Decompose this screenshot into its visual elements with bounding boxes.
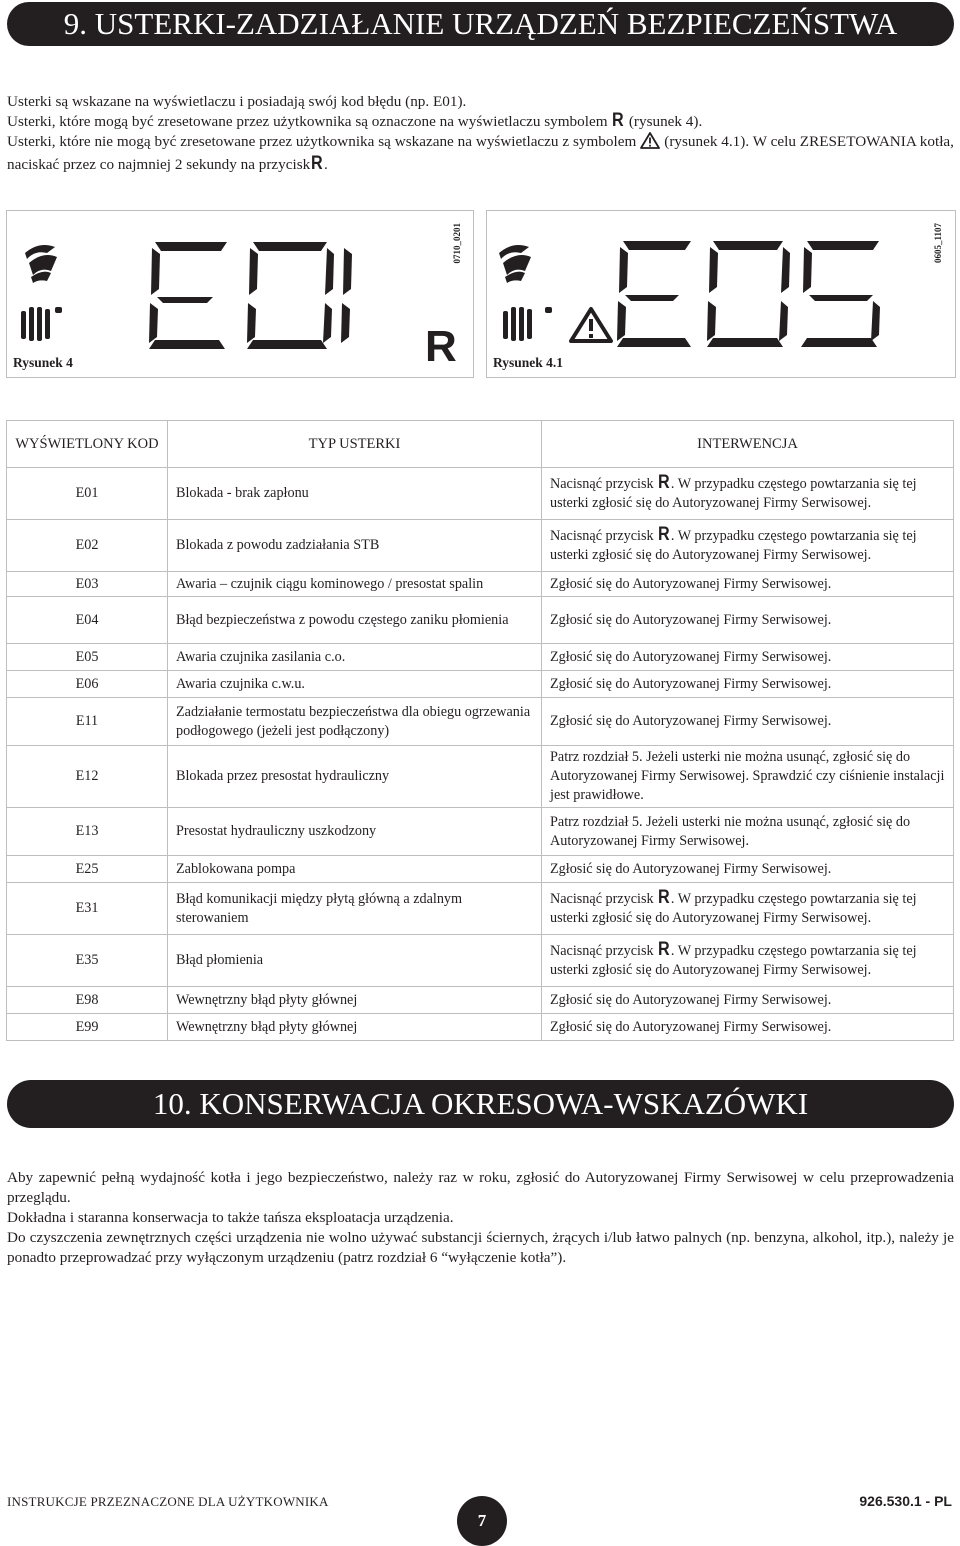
error-code: E05 (7, 644, 168, 671)
table-row (7, 698, 954, 746)
radiator-icon (21, 245, 62, 341)
error-code: E04 (7, 597, 168, 644)
error-type: Zadziałanie termostatu bezpieczeństwa dla obiegu ogrzewania podłogowego (jeżeli jest podłączony) (168, 698, 542, 746)
error-type: Awaria czujnika zasilania c.o. (168, 644, 542, 671)
table-row (7, 520, 954, 572)
intro-text (7, 92, 954, 175)
error-type: Błąd płomienia (168, 935, 542, 987)
reset-r-icon: R (658, 938, 670, 960)
figure-caption: Rysunek 4.1 (493, 355, 564, 370)
error-action: Nacisnąć przycisk R. W przypadku częstego powtarzania się tej usterki zgłosić się do Autoryzowanej Firmy Serwisowej. (542, 520, 954, 572)
reset-r-icon: R (612, 110, 625, 131)
reset-r-icon: R (658, 523, 670, 545)
paragraph: Dokładna i staranna konserwacja to także tańsza eksploatacja urządzenia. (7, 1209, 454, 1226)
error-code: E06 (7, 671, 168, 698)
error-type: Blokada przez presostat hydrauliczny (168, 746, 542, 808)
error-type: Błąd komunikacji między płytą główną a zdalnym sterowaniem (168, 883, 542, 935)
error-action: Zgłosić się do Autoryzowanej Firmy Serwisowej. (542, 671, 954, 698)
reset-r-icon: R (311, 153, 323, 174)
intro-line-2: Usterki, które mogą być zresetowane przez użytkownika są oznaczone na wyświetlaczu symbolem R (rysunek 4). (7, 110, 703, 131)
table-row (7, 1014, 954, 1041)
table-row (7, 746, 954, 808)
error-action: Zgłosić się do Autoryzowanej Firmy Serwisowej. (542, 856, 954, 883)
error-code: E98 (7, 987, 168, 1014)
seven-seg-digits (617, 241, 880, 347)
figure-code: 0605_1107 (933, 223, 943, 264)
header-action: INTERWENCJA (542, 421, 954, 468)
error-type: Błąd bezpieczeństwa z powodu częstego zaniku płomienia (168, 597, 542, 644)
warning-triangle-icon (640, 132, 660, 155)
error-code: E11 (7, 698, 168, 746)
table-row (7, 856, 954, 883)
table-row (7, 987, 954, 1014)
error-code: E35 (7, 935, 168, 987)
error-action: Nacisnąć przycisk R. W przypadku częstego powtarzania się tej usterki zgłosić się do Autoryzowanej Firmy Serwisowej. (542, 883, 954, 935)
error-type: Presostat hydrauliczny uszkodzony (168, 808, 542, 856)
error-code: E25 (7, 856, 168, 883)
error-type: Wewnętrzny błąd płyty głównej (168, 987, 542, 1014)
intro-line-1: Usterki są wskazane na wyświetlaczu i posiadają swój kod błędu (np. E01). (7, 93, 467, 110)
error-action: Nacisnąć przycisk R. W przypadku częstego powtarzania się tej usterki zgłosić się do Autoryzowanej Firmy Serwisowej. (542, 468, 954, 520)
error-action: Zgłosić się do Autoryzowanej Firmy Serwisowej. (542, 698, 954, 746)
footer-title: INSTRUKCJE PRZEZNACZONE DLA UŻYTKOWNIKA (7, 1494, 329, 1509)
table-row (7, 808, 954, 856)
error-code: E02 (7, 520, 168, 572)
error-action: Zgłosić się do Autoryzowanej Firmy Serwisowej. (542, 572, 954, 597)
reset-r-icon: R (425, 322, 457, 371)
header-code: WYŚWIETLONY KOD (7, 421, 168, 468)
error-action: Zgłosić się do Autoryzowanej Firmy Serwisowej. (542, 987, 954, 1014)
error-code: E12 (7, 746, 168, 808)
paragraph: Aby zapewnić pełną wydajność kotła i jego bezpieczeństwo, należy raz w roku, zgłosić do Autoryzowanej Firmy Serwisowej w celu przeprowadzenia przeglądu. (7, 1169, 954, 1206)
table-row (7, 644, 954, 671)
error-action: Patrz rozdział 5. Jeżeli usterki nie można usunąć, zgłosić się do Autoryzowanej Firmy Serwisowej. (542, 808, 954, 856)
lcd-display-e01 (7, 211, 473, 377)
table-header-row (7, 421, 954, 468)
warning-triangle-icon (571, 309, 611, 341)
seven-seg-digits (149, 242, 352, 349)
error-action: Zgłosić się do Autoryzowanej Firmy Serwisowej. (542, 1014, 954, 1041)
table-row (7, 597, 954, 644)
section-10-title: 10. KONSERWACJA OKRESOWA-WSKAZÓWKI (7, 1080, 954, 1128)
table-row (7, 468, 954, 520)
error-action: Nacisnąć przycisk R. W przypadku częstego powtarzania się tej usterki zgłosić się do Autoryzowanej Firmy Serwisowej. (542, 935, 954, 987)
table-row (7, 935, 954, 987)
table-row (7, 671, 954, 698)
table-row (7, 883, 954, 935)
radiator-icon (499, 245, 552, 341)
error-type: Awaria – czujnik ciągu kominowego / presostat spalin (168, 572, 542, 597)
figure-4-1 (486, 210, 956, 378)
error-code: E13 (7, 808, 168, 856)
reset-r-icon: R (658, 886, 670, 908)
error-type: Blokada - brak zapłonu (168, 468, 542, 520)
lcd-display-e05 (487, 211, 955, 377)
figure-caption: Rysunek 4 (13, 355, 73, 370)
table-row (7, 572, 954, 597)
error-code: E03 (7, 572, 168, 597)
error-action: Zgłosić się do Autoryzowanej Firmy Serwisowej. (542, 597, 954, 644)
error-action: Zgłosić się do Autoryzowanej Firmy Serwisowej. (542, 644, 954, 671)
page-number: 7 (457, 1496, 507, 1546)
reset-r-icon: R (658, 471, 670, 493)
error-code-table (6, 420, 954, 1041)
figure-code: 0710_0201 (452, 223, 462, 264)
maintenance-text (7, 1168, 954, 1268)
error-type: Wewnętrzny błąd płyty głównej (168, 1014, 542, 1041)
header-type: TYP USTERKI (168, 421, 542, 468)
document-code: 926.530.1 - PL (859, 1493, 952, 1509)
error-type: Awaria czujnika c.w.u. (168, 671, 542, 698)
paragraph: Do czyszczenia zewnętrznych części urządzenia nie wolno używać substancji ściernych, żrących i/lub łatwo palnych (np. benzyna, alkohol, itp.), należy je ponadto przeprowadzać przy wyłączonym urządzeniu (patrz rozdział 6 “wyłączenie kotła”). (7, 1229, 954, 1266)
section-9-title: 9. USTERKI-ZADZIAŁANIE URZĄDZEŃ BEZPIECZEŃSTWA (7, 2, 954, 46)
error-code: E01 (7, 468, 168, 520)
error-type: Zablokowana pompa (168, 856, 542, 883)
figure-4 (6, 210, 474, 378)
error-code: E31 (7, 883, 168, 935)
intro-line-3: Usterki, które nie mogą być zresetowane przez użytkownika są wskazane na wyświetlaczu z symbolem (rysunek 4.1). W celu ZRESETOWANIA kotła, naciskać przez co najmniej 2 sekundy na przyciskR. (7, 133, 954, 174)
error-action: Patrz rozdział 5. Jeżeli usterki nie można usunąć, zgłosić się do Autoryzowanej Firmy Serwisowej. Sprawdzić czy ciśnienie instalacji jest prawidłowe. (542, 746, 954, 808)
error-type: Blokada z powodu zadziałania STB (168, 520, 542, 572)
error-code: E99 (7, 1014, 168, 1041)
